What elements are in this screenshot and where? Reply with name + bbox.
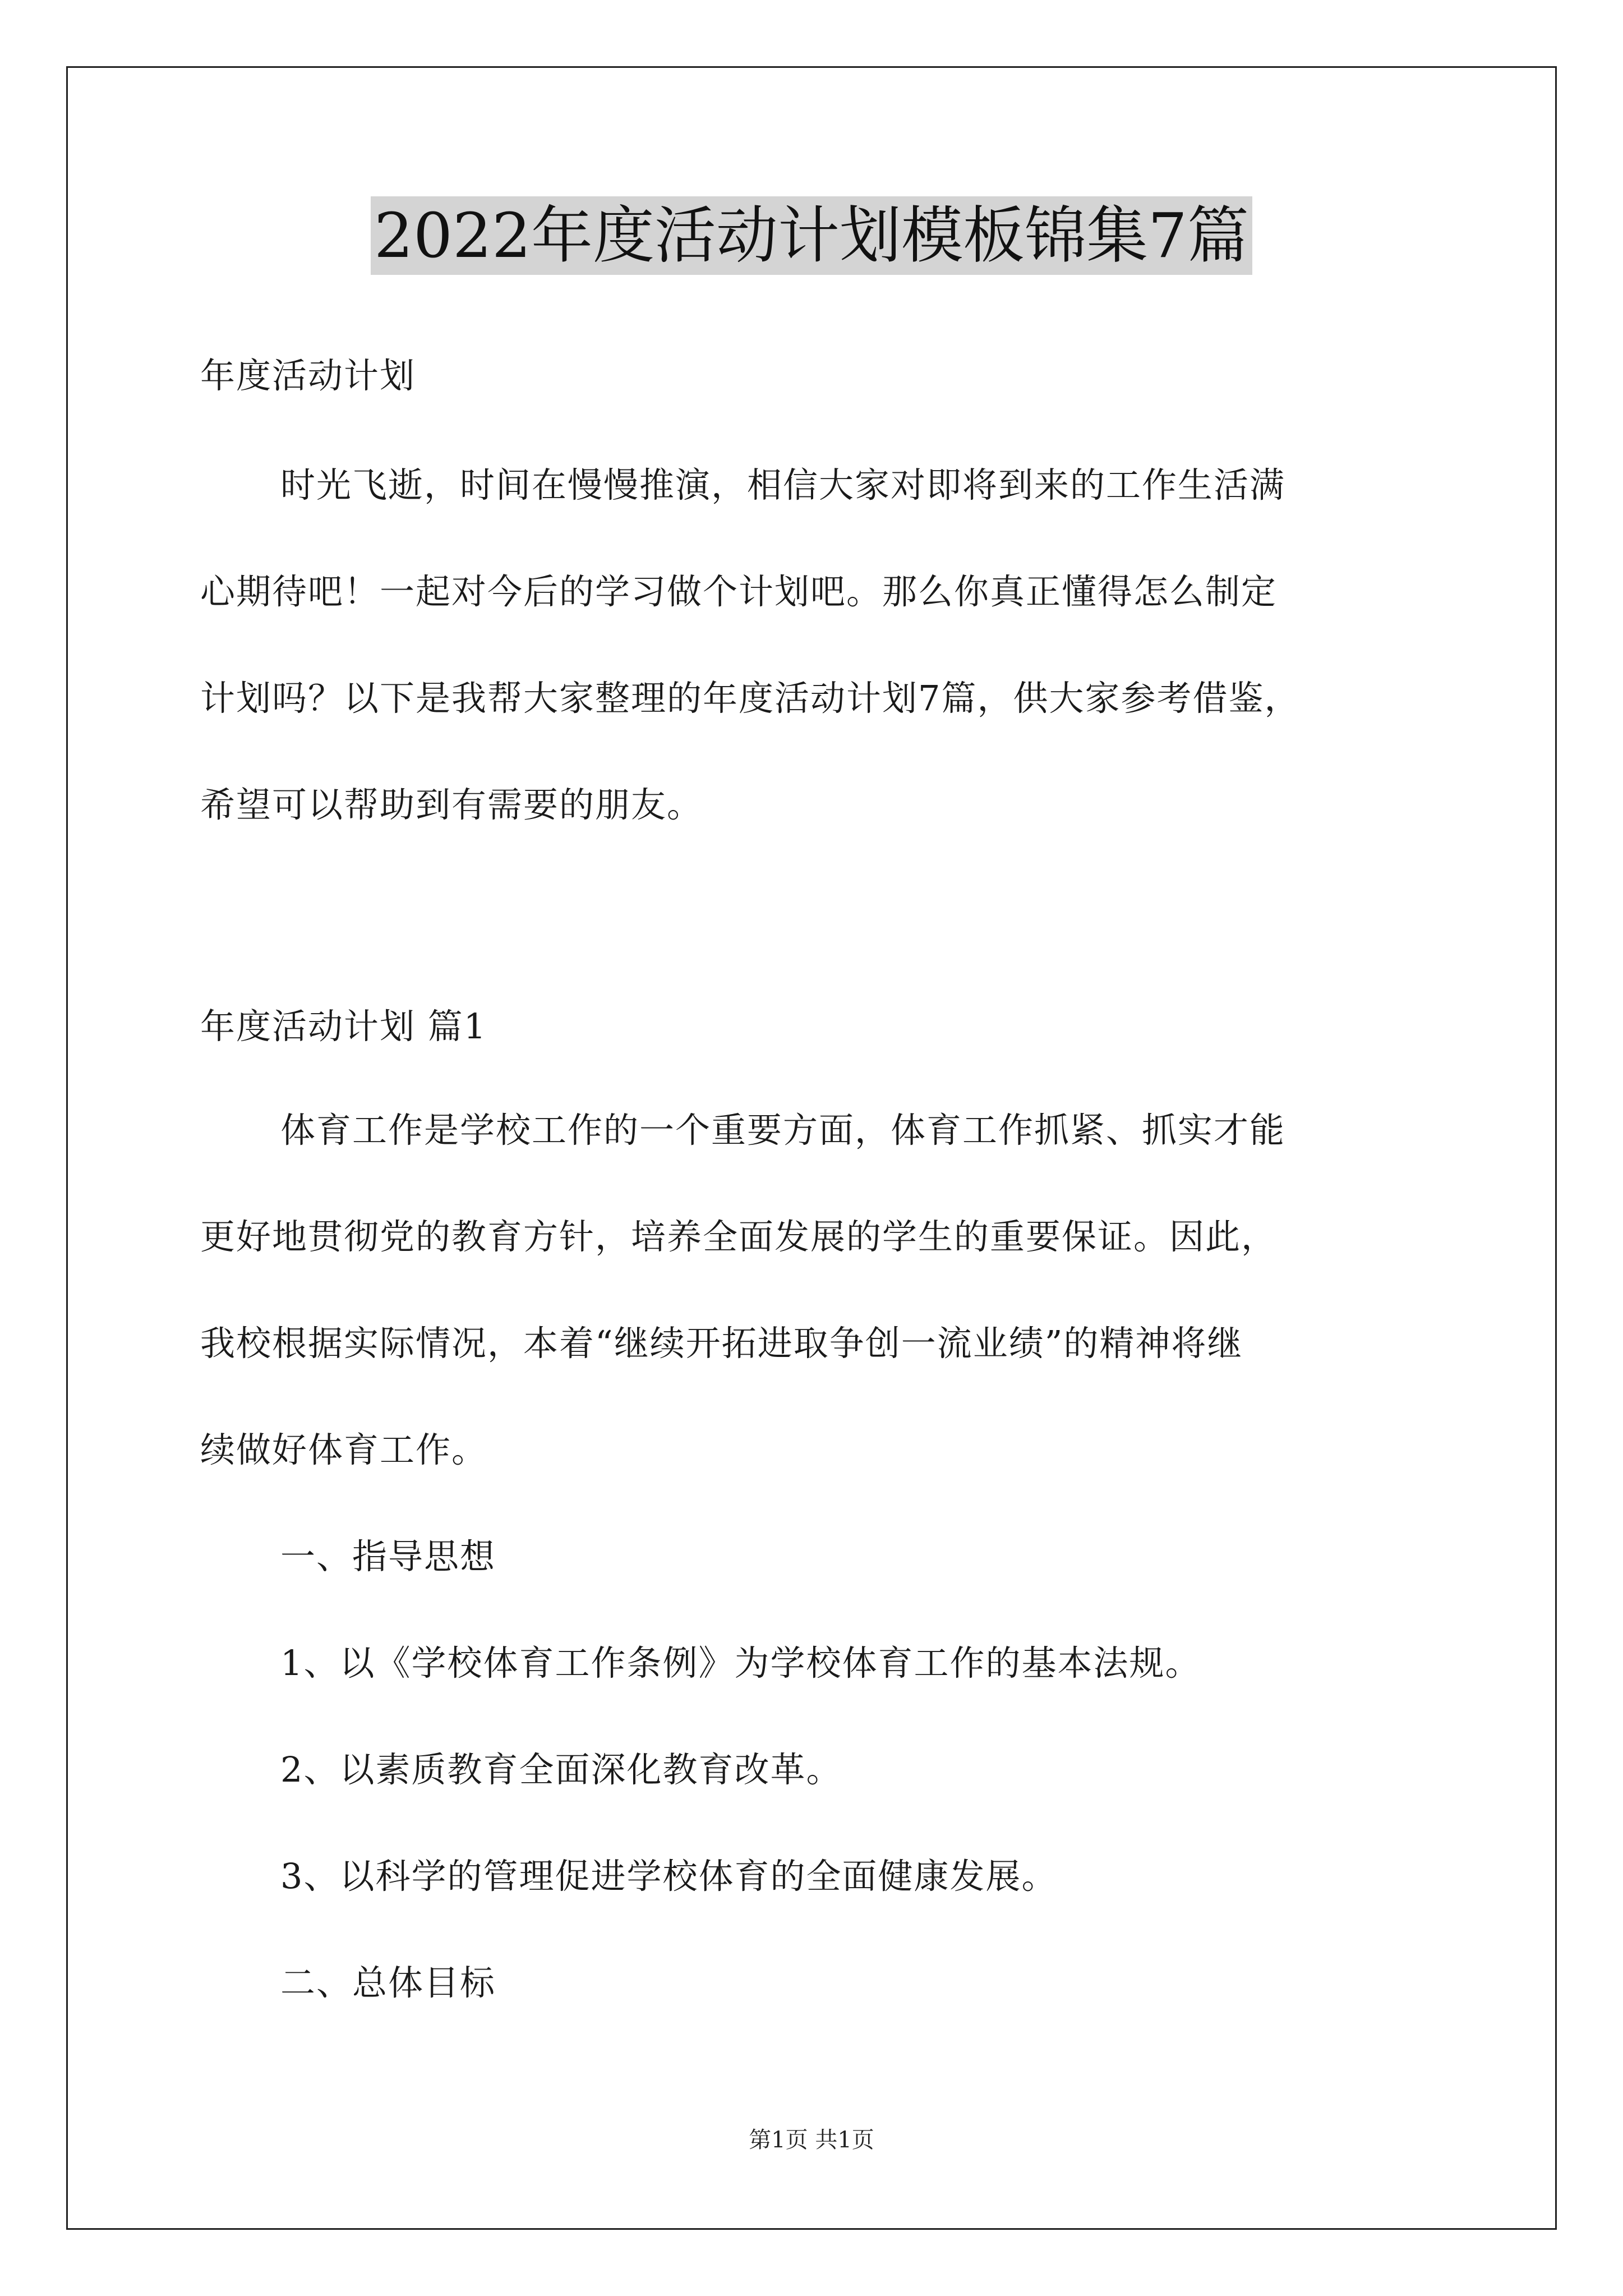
body-line-3: 我校根据实际情况，本着“继续开拓进取争创一流业绩”的精神将继 (200, 1323, 1243, 1364)
guiding-heading: 一、指导思想 (280, 1536, 496, 1577)
body-line-2: 更好地贯彻党的教育方针，培养全面发展的学生的重要保证。因此， (200, 1216, 1278, 1257)
guiding-item-2: 2、以素质教育全面深化教育改革。 (280, 1749, 842, 1790)
body-line-1: 体育工作是学校工作的一个重要方面，体育工作抓紧、抓实才能 (280, 1110, 1286, 1151)
document-title: 2022年度活动计划模板锦集7篇 (371, 196, 1252, 275)
guiding-item-3: 3、以科学的管理促进学校体育的全面健康发展。 (280, 1856, 1058, 1897)
guiding-item-1: 1、以《学校体育工作条例》为学校体育工作的基本法规。 (280, 1642, 1201, 1683)
section-heading: 年度活动计划 (200, 355, 416, 396)
title-container (0, 196, 1623, 275)
intro-line-4: 希望可以帮助到有需要的朋友。 (200, 784, 703, 825)
goal-heading: 二、总体目标 (280, 1962, 496, 2003)
intro-line-3: 计划吗？以下是我帮大家整理的年度活动计划7篇，供大家参考借鉴， (200, 678, 1301, 719)
chapter-heading: 年度活动计划 篇1 (200, 1006, 487, 1047)
intro-line-2: 心期待吧！一起对今后的学习做个计划吧。那么你真正懂得怎么制定 (200, 571, 1278, 612)
page-number: 第1页 共1页 (749, 2127, 874, 2153)
body-line-4: 续做好体育工作。 (200, 1429, 488, 1470)
intro-line-1: 时光飞逝，时间在慢慢推演，相信大家对即将到来的工作生活满 (280, 464, 1286, 505)
